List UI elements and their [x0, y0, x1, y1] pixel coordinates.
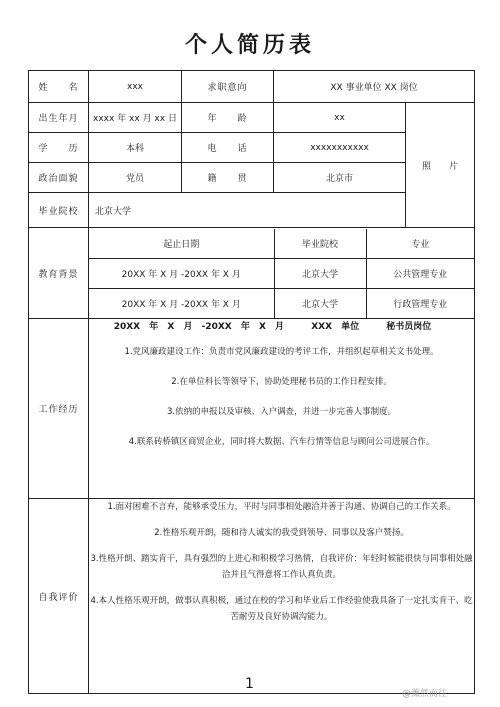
work-heading [89, 319, 474, 332]
edu-value: 本科 [89, 133, 182, 163]
education-header-row [89, 229, 474, 259]
evaluation-item: 2.性格乐观开朗，随和待人诚实的我受到领导、同事以及客户赞扬。 [154, 528, 409, 538]
evaluation-item: 4.本人性格乐观开朗，做事认真积极，通过在校的学习和毕业后工作经验使我具备了一定扎实肯干、吃苦耐劳及良好协调沟能力。 [90, 596, 473, 622]
work-period: 20XX 年 X 月 -20XX 年 X 月 [113, 322, 285, 332]
edu-label: 学 历 [29, 133, 89, 163]
education-header-school: 毕业院校 [274, 229, 366, 259]
age-label: 年 龄 [182, 103, 274, 133]
work-label: 工作经历 [29, 319, 89, 499]
page-title: 个人简历表 [184, 33, 315, 58]
resume-table [28, 70, 475, 694]
row-education-background [29, 228, 475, 319]
evaluation-label: 自我评价 [29, 499, 89, 694]
row-birth [29, 103, 475, 133]
evaluation-content [89, 499, 475, 694]
politics-value: 党员 [89, 163, 182, 193]
job-value: XX 事业单位 XX 岗位 [274, 71, 475, 103]
evaluation-item: 3.性格开朗、踏实肯干，具有强烈的上进心和积极学习热情，自我评价：年轻时候能很快与同事相处融洽并且气得意将工作认真负责。 [90, 554, 473, 580]
age-value: xx [274, 103, 406, 133]
watermark: @薰然而往 [402, 689, 448, 699]
work-position: 秘书员岗位 [386, 322, 432, 332]
work-content [89, 319, 475, 499]
education-major: 公共管理专业 [366, 258, 474, 288]
name-value: xxx [89, 71, 182, 103]
origin-value: 北京市 [274, 163, 406, 193]
education-major: 行政管理专业 [366, 288, 474, 318]
name-label: 姓 名 [29, 71, 89, 103]
education-table-cell [89, 228, 475, 319]
education-table [89, 229, 474, 318]
work-item: 3.依纳的申报以及审核、入户调查，并进一步完善人事制度。 [166, 407, 397, 417]
origin-label: 籍 贯 [182, 163, 274, 193]
work-item: 2.在单位科长等领导下，协助处理秘书员的工作日程安排。 [171, 377, 392, 387]
education-date: 20XX 年 X 月 -20XX 年 X 月 [121, 299, 241, 310]
row-name [29, 71, 475, 103]
school-label: 毕业院校 [29, 193, 89, 228]
birth-value: xxxx 年 xx 月 xx 日 [89, 103, 182, 133]
birth-label: 出生年月 [29, 103, 89, 133]
school-value: 北京大学 [89, 193, 406, 228]
phone-label: 电 话 [182, 133, 274, 163]
education-school: 北京大学 [274, 258, 366, 288]
phone-value: xxxxxxxxxxx [274, 133, 406, 163]
photo-box: 照 片 [406, 103, 475, 228]
education-label: 教育背景 [29, 228, 89, 319]
page-number: 1 [245, 676, 254, 692]
job-label: 求职意向 [182, 71, 274, 103]
education-header-date: 起止日期 [89, 229, 274, 259]
table-row [89, 258, 474, 288]
work-item: 4.联系砖桥镇区商贸企业，同时将大数据、汽车行情等信息与顾问公司进展合作。 [128, 437, 435, 447]
education-header-major: 专业 [366, 229, 474, 259]
education-date: 20XX 年 X 月 -20XX 年 X 月 [89, 258, 274, 288]
work-item: 1.党风廉政建设工作：负责市党风廉政建设的考评工作，并组织起草相关文书处理。 [124, 347, 439, 357]
education-school: 北京大学 [274, 288, 366, 318]
row-work [29, 319, 475, 499]
table-row [89, 288, 474, 318]
evaluation-item: 1.面对困难不言弃，能够承受压力，平时与同事相处融洽并善于沟通、协调自己的工作关系。 [107, 502, 456, 512]
work-company: XXX 单位 [311, 322, 360, 332]
row-evaluation [29, 499, 475, 694]
politics-label: 政治面貌 [29, 163, 89, 193]
